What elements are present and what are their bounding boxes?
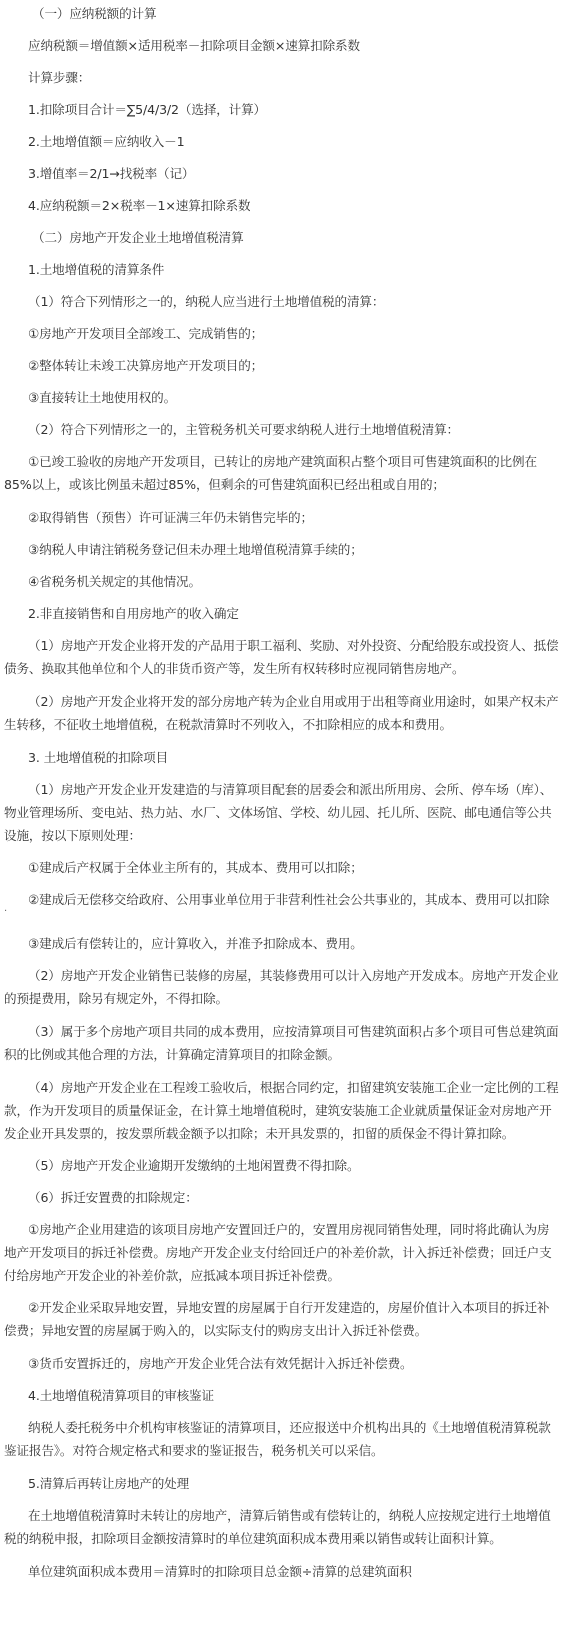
list-item: ③直接转让土地使用权的。	[28, 390, 177, 405]
stray-mark: ·	[4, 906, 8, 917]
paragraph-line: （4）房地产开发企业在工程竣工验收后，根据合同约定，扣留建筑安装施工企业一定比例的工程	[28, 1080, 559, 1095]
formula-line: 应纳税额＝增值额×适用税率－扣除项目金额×速算扣除系数	[28, 38, 360, 53]
paragraph-line: （2）房地产开发企业将开发的部分房地产转为企业自用或用于出租等商业用途时，如果产权未产	[28, 694, 559, 709]
paragraph-line: 纳税人委托税务中介机构审核鉴证的清算项目，还应报送中介机构出具的《土地增值税清算税款	[28, 1420, 551, 1435]
paragraph-line: 款，作为开发项目的质量保证金，在计算土地增值税时，建筑安装施工企业就质量保证金对房地产开	[4, 1103, 552, 1118]
paragraph-line: （2）房地产开发企业销售已装修的房屋，其装修费用可以计入房地产开发成本。房地产开发企业	[28, 968, 559, 983]
paragraph-line: （6）拆迁安置费的扣除规定：	[28, 1190, 198, 1205]
step-line: 3.增值率＝2/1→找税率（记）	[28, 166, 195, 181]
list-item: ①房地产企业用建造的该项目房地产安置回迁户的，安置用房视同销售处理，同时将此确认为房	[28, 1222, 550, 1237]
list-item: ④省税务机关规定的其他情况。	[28, 574, 201, 589]
list-item: ②整体转让未竣工决算房地产开发项目的；	[28, 358, 264, 373]
list-item: ③货币安置拆迁的，房地产开发企业凭合法有效凭据计入拆迁补偿费。	[28, 1356, 413, 1371]
paragraph-line: 的预提费用，除另有规定外，不得扣除。	[4, 991, 228, 1006]
step-line: 4.应纳税额＝2×税率－1×速算扣除系数	[28, 198, 251, 213]
paragraph-line: 鉴证报告》。对符合规定格式和要求的鉴证报告，税务机关可以采信。	[4, 1443, 384, 1458]
paragraph-line: 积的比例或其他合理的方法，计算确定清算项目的扣除金额。	[4, 1047, 340, 1062]
paragraph-line: 税的纳税申报，扣除项目金额按清算时的单位建筑面积成本费用乘以销售或转让面积计算。	[4, 1531, 502, 1546]
list-item: ②取得销售（预售）许可证满三年仍未销售完毕的；	[28, 510, 313, 525]
paragraph-line: （2）符合下列情形之一的，主管税务机关可要求纳税人进行土地增值税清算：	[28, 422, 459, 437]
section-heading: （二）房地产开发企业土地增值税清算	[32, 230, 244, 245]
list-item: ①建成后产权属于全体业主所有的，其成本、费用可以扣除；	[28, 860, 363, 875]
paragraph-line: 债务、换取其他单位和个人的非货币资产等，发生所有权转移时应视同销售房地产。	[4, 661, 465, 676]
list-item-continuation: 偿费；异地安置的房屋属于购入的，以实际支付的购房支出计入拆迁补偿费。	[4, 1323, 428, 1338]
paragraph-line: （1）房地产开发企业将开发的产品用于职工福利、奖励、对外投资、分配给股东或投资人、抵偿	[28, 638, 559, 653]
subsection-heading: 1.土地增值税的清算条件	[28, 262, 165, 277]
paragraph-line: （5）房地产开发企业逾期开发缴纳的土地闲置费不得扣除。	[28, 1158, 360, 1173]
paragraph-line: 生转移，不征收土地增值税，在税款清算时不列收入，不扣除相应的成本和费用。	[4, 717, 452, 732]
paragraph-line: （1）符合下列情形之一的，纳税人应当进行土地增值税的清算：	[28, 294, 385, 309]
paragraph-line: 发企业开具发票的，按发票所载金额予以扣除；未开具发票的，扣留的质保金不得计算扣除。	[4, 1126, 515, 1141]
list-item-continuation: 地产开发项目的拆迁补偿费。房地产开发企业支付给回迁户的补差价款，计入拆迁补偿费；回迁户支	[4, 1245, 552, 1260]
paragraph-line: 计算步骤：	[28, 70, 91, 85]
paragraph-line: 在土地增值税清算时未转让的房地产，清算后销售或有偿转让的，纳税人应按规定进行土地增值	[28, 1508, 551, 1523]
paragraph-line: 物业管理场所、变电站、热力站、水厂、文体场馆、学校、幼儿园、托儿所、医院、邮电通信等公共	[4, 805, 552, 820]
subsection-heading: 3. 土地增值税的扣除项目	[28, 750, 169, 765]
list-item: ③建成后有偿转让的，应计算收入，并准予扣除成本、费用。	[28, 936, 363, 951]
paragraph-line: （3）属于多个房地产项目共同的成本费用，应按清算项目可售建筑面积占多个项目可售总建筑面	[28, 1024, 559, 1039]
subsection-heading: 5.清算后再转让房地产的处理	[28, 1476, 190, 1491]
step-line: 2.土地增值额＝应纳收入－1	[28, 134, 185, 149]
list-item: ②开发企业采取异地安置，异地安置的房屋属于自行开发建造的，房屋价值计入本项目的拆迁补	[28, 1300, 550, 1315]
subsection-heading: 2.非直接销售和自用房地产的收入确定	[28, 606, 239, 621]
step-line: 1.扣除项目合计＝∑5/4/3/2（选择，计算）	[28, 102, 266, 117]
list-item: ①已竣工验收的房地产开发项目，已转让的房地产建筑面积占整个项目可售建筑面积的比例在	[28, 454, 537, 469]
paragraph-line: （1）房地产开发企业开发建造的与清算项目配套的居委会和派出所用房、会所、停车场（库）、	[28, 782, 553, 797]
list-item-continuation: 付给房地产开发企业的补差价款，应抵减本项目拆迁补偿费。	[4, 1268, 340, 1283]
list-item: ③纳税人申请注销税务登记但未办理土地增值税清算手续的；	[28, 542, 363, 557]
section-heading: （一）应纳税额的计算	[32, 6, 157, 21]
list-item: ②建成后无偿移交给政府、公用事业单位用于非营利性社会公共事业的，其成本、费用可以扣除	[28, 892, 550, 907]
subsection-heading: 4.土地增值税清算项目的审核鉴证	[28, 1388, 214, 1403]
paragraph-line: 设施，按以下原则处理：	[4, 828, 141, 843]
formula-line: 单位建筑面积成本费用＝清算时的扣除项目总金额÷清算的总建筑面积	[28, 1564, 412, 1579]
list-item: ①房地产开发项目全部竣工、完成销售的；	[28, 326, 264, 341]
list-item-continuation: 85%以上，或该比例虽未超过85%，但剩余的可售建筑面积已经出租或自用的；	[4, 477, 445, 492]
